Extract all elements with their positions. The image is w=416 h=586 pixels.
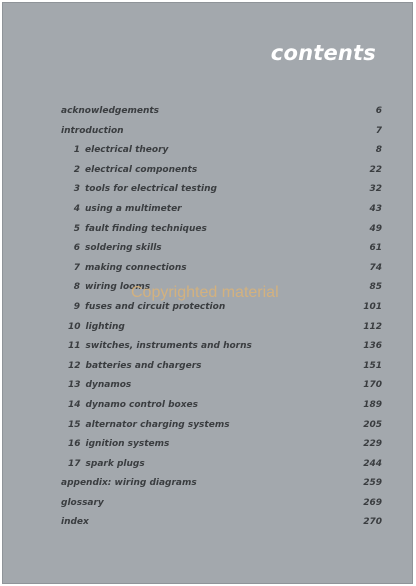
entry-page-number: 205: [363, 419, 382, 430]
entry-page-number: 136: [363, 341, 382, 352]
entry-page-number: 6: [375, 106, 382, 116]
entry-title: lighting: [85, 321, 125, 332]
chapter-number: 1: [73, 145, 80, 156]
chapter-number: 11: [68, 341, 81, 352]
toc-entry: [61, 161, 382, 181]
chapter-number: 8: [73, 282, 80, 293]
toc-entry: [61, 200, 382, 220]
chapter-number: 15: [68, 419, 81, 430]
entry-title: tools for electrical testing: [85, 184, 217, 195]
entry-title: appendix: wiring diagrams: [61, 478, 197, 489]
entry-page-number: 269: [363, 497, 382, 508]
entry-page-number: 8: [375, 145, 382, 156]
toc-entry: [61, 102, 382, 122]
entry-page-number: 101: [363, 301, 382, 312]
table-of-contents: [61, 102, 382, 533]
entry-title: electrical components: [85, 164, 198, 175]
entry-page-number: 74: [369, 262, 382, 273]
entry-title: making connections: [85, 262, 187, 273]
entry-title: switches, instruments and horns: [85, 341, 252, 352]
toc-entry: [61, 357, 382, 377]
entry-title: ignition systems: [85, 439, 170, 450]
book-page: [2, 2, 413, 584]
entry-title: fault finding techniques: [85, 223, 207, 234]
entry-page-number: 22: [369, 164, 382, 175]
toc-entry: [61, 122, 382, 142]
chapter-number: 13: [68, 380, 81, 391]
entry-title: acknowledgements: [61, 106, 160, 116]
chapter-number: 14: [68, 399, 81, 410]
entry-page-number: 112: [363, 321, 382, 332]
watermark: Copyrighted material: [131, 284, 279, 301]
entry-title: dynamos: [85, 380, 132, 391]
entry-page-number: 32: [369, 184, 382, 195]
entry-page-number: 229: [363, 439, 382, 450]
chapter-number: 7: [73, 262, 80, 273]
toc-entry: [61, 318, 382, 338]
page-title: contents: [270, 41, 376, 65]
entry-page-number: 189: [363, 399, 382, 410]
toc-entry: [61, 455, 382, 475]
entry-page-number: 259: [363, 478, 382, 489]
entry-title: spark plugs: [85, 458, 145, 469]
entry-page-number: 270: [363, 517, 382, 528]
entry-title: wiring looms: [85, 282, 151, 293]
toc-entry: [61, 298, 382, 318]
entry-title: index: [61, 517, 89, 528]
toc-entry: [61, 396, 382, 416]
entry-page-number: 61: [369, 243, 382, 254]
toc-entry: [61, 494, 382, 514]
toc-entry: [61, 141, 382, 161]
chapter-number: 2: [73, 164, 80, 175]
entry-title: alternator charging systems: [85, 419, 230, 430]
entry-title: dynamo control boxes: [85, 399, 198, 410]
entry-title: soldering skills: [85, 243, 162, 254]
entry-page-number: 49: [369, 223, 382, 234]
toc-entry: [61, 259, 382, 279]
toc-entry: [61, 474, 382, 494]
chapter-number: 16: [68, 439, 81, 450]
toc-entry: [61, 220, 382, 240]
toc-entry: [61, 278, 382, 298]
toc-entry: [61, 435, 382, 455]
chapter-number: 4: [73, 203, 80, 214]
entry-page-number: 7: [375, 125, 382, 136]
toc-entry: [61, 376, 382, 396]
entry-page-number: 43: [369, 203, 382, 214]
chapter-number: 6: [73, 243, 80, 254]
chapter-number: 17: [68, 458, 81, 469]
entry-page-number: 244: [363, 458, 382, 469]
toc-entry: [61, 513, 382, 533]
toc-entry: [61, 416, 382, 436]
entry-title: batteries and chargers: [85, 360, 202, 371]
chapter-number: 9: [73, 301, 80, 312]
entry-title: glossary: [61, 497, 104, 508]
entry-title: introduction: [61, 125, 124, 136]
chapter-number: 3: [73, 184, 80, 195]
toc-entry: [61, 239, 382, 259]
entry-title: fuses and circuit protection: [85, 301, 226, 312]
chapter-number: 10: [68, 321, 81, 332]
entry-page-number: 170: [363, 380, 382, 391]
entry-title: electrical theory: [85, 145, 169, 156]
toc-entry: [61, 337, 382, 357]
toc-entry: [61, 180, 382, 200]
entry-page-number: 85: [369, 282, 382, 293]
chapter-number: 12: [68, 360, 81, 371]
entry-title: using a multimeter: [85, 203, 182, 214]
chapter-number: 5: [73, 223, 80, 234]
entry-page-number: 151: [363, 360, 382, 371]
